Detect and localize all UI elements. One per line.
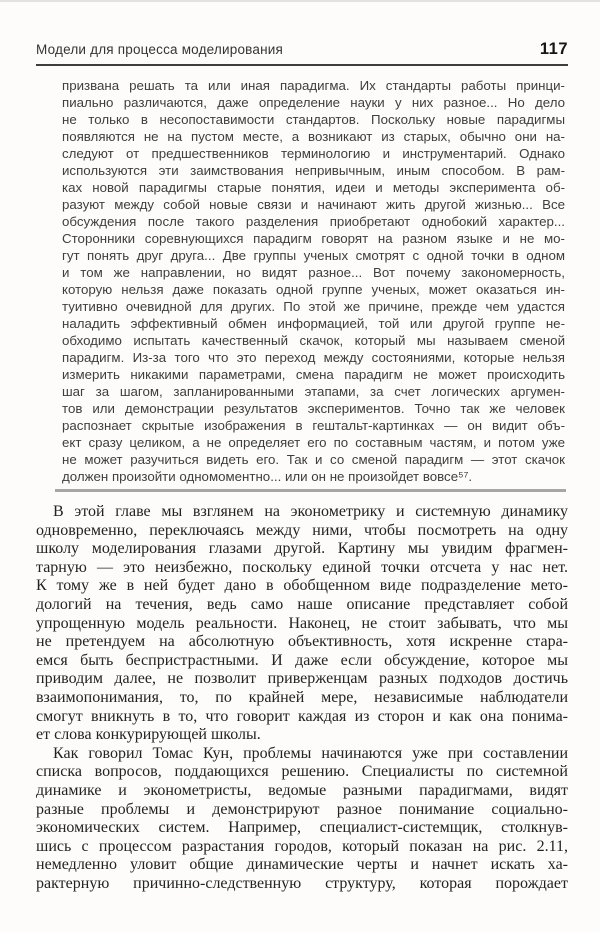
text-line: Как говорил Томас Кун, проблемы начинаются уже при составлении [53,744,568,762]
text-line: и том же направлении, но видят разное... Вот почему закономерность, [62,265,565,280]
text-line: используются эти заимствования непривычным, иным способом. В рам- [62,163,565,178]
block-quote [62,77,565,485]
text-line: разуют между собой новые связи и начинают жить другой жизнью... Все [62,197,565,212]
text-line: упрощенную модель реальности. Наконец, не стоит забывать, что мы [36,614,568,632]
text-line: тов или демонстрации результатов экспериментов. Точно так же человек [62,401,565,416]
text-line: парадигм. Из-за того что это переход между состояниями, которые нельзя [62,350,565,365]
text-line: тарную — это неизбежно, поскольку единой точки отсчета у нас нет. [36,558,568,576]
text-line: пиально различаются, даже определение науки у них разное... Но дело [62,95,565,110]
text-line: распознает скрытые изображения в гештальт-картинках — он видит объ- [62,418,565,433]
text-line: рактерную причинно-следственную структуру, которая порождает [36,874,568,892]
text-line: В этой главе мы взглянем на эконометрику и системную динамику [53,503,568,520]
text-line: шись с процессом разрастания городов, который показан на рис. 2.11, [36,837,568,855]
text-line: немедленно уловит общие динамические черты и начнет искать ха- [36,856,568,874]
page-top-edge [0,0,600,2]
text-line: которую нельзя даже показать одной группе ученых, может оказаться ин- [62,282,565,297]
running-header [36,40,568,66]
text-line: наладить эффективный обмен информацией, той или другой группе не- [62,316,565,331]
text-line: экономических систем. Например, специалист-системщик, столкнув- [36,819,568,837]
text-line: ках новой парадигмы старые понятия, идеи и методы эксперимента об- [62,180,565,195]
text-line: обсуждения после такого разделения приобретают однобокий характер... [62,214,565,229]
text-line: гут понять друг друга... Две группы ученых смотрят с одной точки в одном [62,248,565,263]
text-line: разные проблемы и демонстрируют разное понимание социально- [36,800,568,818]
text-line: емся быть беспристрастными. И даже если обсуждение, которое мы [36,651,568,669]
paragraph-1 [36,503,568,745]
text-line: не претендуем на абсолютную объективность, хотя искренне стара- [36,633,568,651]
text-line: обходимо испытать качественный скачок, который мы называем сменой [62,333,565,348]
text-line: взаимопонимания, то, по крайней мере, независимые наблюдатели [36,688,568,706]
text-line: появляются не на пустом месте, а возникают из старых, обычно они на- [62,129,565,144]
text-line: смогут вникнуть в то, что говорит каждая из сторон и как она понима- [36,707,568,725]
text-line: школу моделирования глазами другой. Картину мы увидим фрагмен- [36,540,568,558]
text-line: туитивно очевидной для других. По этой же причине, прежде чем удастся [62,299,565,314]
text-line: шаг за шагом, запланированными этапами, за счет логических аргумен- [62,384,565,399]
text-line: призвана решать та или иная парадигма. Их стандарты работы принци- [62,78,565,93]
text-line: динамике и эконометристы, ведомые разными парадигмами, видят [36,781,568,799]
text-line: дологий на течения, ведь само наше описание представляет собой [36,595,568,613]
text-line: списка вопросов, поддающихся решению. Специалисты по системной [36,763,568,781]
page-number: 117 [539,40,568,58]
text-line: К тому же в ней будет дано в обобщенном виде подразделение мето- [36,577,568,595]
running-header-title: Модели для процесса моделирования [36,42,284,57]
text-line: приводим далее, не позволит приверженцам разных подходов достичь [36,670,568,688]
paragraph-2 [36,745,568,894]
body-text [36,503,568,893]
section-divider [55,489,566,492]
text-line: Сторонники соревнующихся парадигм говорят на разном языке и не мо- [62,231,565,246]
text-line: следуют от предшественников терминологию и инструментарий. Однако [62,146,565,161]
text-line: ект сразу целиком, а не определяет его по составным частям, и потом уже [62,435,565,450]
text-line: измерить никакими параметрами, смена парадигм не может происходить [62,367,565,382]
text-line: должен произойти одномоментно... или он не произойдет вовсе⁵⁷. [62,469,473,484]
text-line: ет слова конкурирующей школы. [36,726,261,744]
text-line: одновременно, переключаясь между ними, чтобы посмотреть на одну [36,521,568,539]
text-line: не только в несопоставимости стандартов. Поскольку новые парадигмы [62,112,565,127]
text-line: не может разучиться видеть его. Так и со сменой парадигм — этот скачок [62,452,565,467]
